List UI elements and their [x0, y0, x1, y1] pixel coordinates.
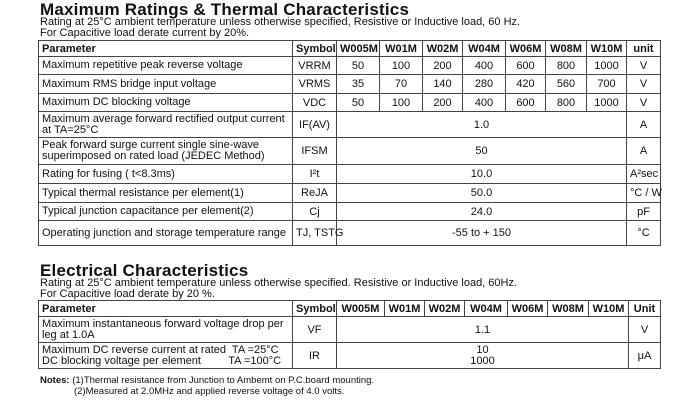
table-row: [39, 57, 661, 75]
value-cell: 400: [463, 94, 506, 112]
value-cell: 1.0: [337, 112, 627, 138]
value-cell: 24.0: [337, 203, 627, 221]
parameter-cell: Maximum DC blocking voltage: [39, 94, 293, 112]
header-w04m: W04M: [463, 41, 506, 57]
header-w04m: W04M: [465, 301, 508, 317]
notes-label: Notes:: [40, 375, 70, 386]
symbol-cell: Cj: [293, 203, 337, 221]
table-row: [39, 138, 661, 165]
symbol-cell: IR: [293, 343, 337, 369]
value-cell: -55 to + 150: [337, 221, 627, 246]
value-cell: 400: [463, 57, 506, 75]
unit-cell: pF: [627, 203, 661, 221]
value-cell: 100: [380, 94, 423, 112]
symbol-cell: VDC: [293, 94, 337, 112]
value-cell: 600: [506, 57, 546, 75]
value-cell: 280: [463, 75, 506, 94]
header-w10m: W10M: [587, 41, 627, 57]
header-parameter: Parameter: [39, 41, 293, 57]
header-w01m: W01M: [380, 41, 423, 57]
value-cell: 35: [337, 75, 380, 94]
note-1: (1)Thermal resistance from Junction to Ambemt on P.C.board mounting.: [72, 375, 375, 386]
value-cell: 50: [337, 138, 627, 165]
value-cell: 10 1000: [337, 343, 629, 369]
table-header-row: [39, 41, 661, 57]
unit-cell: V: [629, 317, 661, 343]
table-row: [39, 221, 661, 246]
value-cell: 700: [587, 75, 627, 94]
max-ratings-condition-2: For Capacitive load derate current by 20%.: [40, 27, 250, 39]
value-cell: 1000: [587, 57, 627, 75]
header-w08m: W08M: [546, 41, 587, 57]
unit-cell: A: [627, 112, 661, 138]
symbol-cell: VRRM: [293, 57, 337, 75]
value-cell: 800: [546, 57, 587, 75]
header-symbol: Symbol: [293, 41, 337, 57]
unit-cell: V: [627, 57, 661, 75]
table-row: [39, 343, 661, 369]
value-cell: 50: [337, 94, 380, 112]
header-w005m: W005M: [337, 301, 385, 317]
value-cell: 600: [506, 94, 546, 112]
value-cell: 140: [423, 75, 463, 94]
value-cell: 800: [546, 94, 587, 112]
parameter-cell: Maximum instantaneous forward voltage drop per leg at 1.0A: [39, 317, 293, 343]
table-row: [39, 94, 661, 112]
header-w02m: W02M: [423, 41, 463, 57]
value-cell: 50.0: [337, 184, 627, 203]
table-row: [39, 165, 661, 184]
parameter-cell: Maximum RMS bridge input voltage: [39, 75, 293, 94]
electrical-table: [38, 300, 661, 369]
header-parameter: Parameter: [39, 301, 293, 317]
unit-cell: °C / W: [627, 184, 661, 203]
parameter-cell: Maximum DC reverse current at rated TA =25°C DC blocking voltage per element TA =100°C: [39, 343, 293, 369]
header-w005m: W005M: [337, 41, 380, 57]
symbol-cell: ReJA: [293, 184, 337, 203]
table-row: [39, 317, 661, 343]
note-2: (2)Measured at 2.0MHz and applied reverse voltage of 4.0 volts.: [74, 386, 345, 397]
unit-cell: V: [627, 94, 661, 112]
notes: [40, 375, 374, 397]
symbol-cell: I²t: [293, 165, 337, 184]
header-w02m: W02M: [425, 301, 465, 317]
max-ratings-title: Maximum Ratings & Thermal Characteristics: [40, 0, 410, 19]
parameter-cell: Peak forward surge current single sine-wave superimposed on rated load (JEDEC Method): [39, 138, 293, 165]
header-w06m: W06M: [506, 41, 546, 57]
table-header-row: [39, 301, 661, 317]
unit-cell: V: [627, 75, 661, 94]
table-row: [39, 203, 661, 221]
unit-cell: μA: [629, 343, 661, 369]
symbol-cell: TJ, TSTG: [293, 221, 337, 246]
table-row: [39, 112, 661, 138]
header-symbol: Symbol: [293, 301, 337, 317]
header-unit: unit: [627, 41, 661, 57]
unit-cell: A²sec: [627, 165, 661, 184]
parameter-cell: Typical thermal resistance per element(1): [39, 184, 293, 203]
electrical-condition-1: Rating at 25°C ambient temperature unless otherwise specified. Resistive or Inductive load, 60Hz.: [40, 277, 518, 289]
symbol-cell: VRMS: [293, 75, 337, 94]
value-cell: 200: [423, 57, 463, 75]
value-cell: 70: [380, 75, 423, 94]
header-w06m: W06M: [508, 301, 548, 317]
unit-cell: °C: [627, 221, 661, 246]
max-ratings-condition-1: Rating at 25°C ambient temperature unless otherwise specified, Resistive or Inductive load, 60 Hz.: [40, 16, 521, 28]
max-ratings-table: [38, 40, 661, 246]
parameter-cell: Maximum repetitive peak reverse voltage: [39, 57, 293, 75]
parameter-cell: Rating for fusing ( t<8.3ms): [39, 165, 293, 184]
value-cell: 1.1: [337, 317, 629, 343]
header-w01m: W01M: [385, 301, 425, 317]
symbol-cell: IF(AV): [293, 112, 337, 138]
parameter-cell: Typical junction capacitance per element(2): [39, 203, 293, 221]
header-unit: Unit: [629, 301, 661, 317]
table-row: [39, 75, 661, 94]
symbol-cell: IFSM: [293, 138, 337, 165]
parameter-cell: Operating junction and storage temperature range: [39, 221, 293, 246]
value-cell: 100: [380, 57, 423, 75]
header-w08m: W08M: [548, 301, 589, 317]
value-cell: 50: [337, 57, 380, 75]
header-w10m: W10M: [589, 301, 629, 317]
value-cell: 560: [546, 75, 587, 94]
value-cell: 10.0: [337, 165, 627, 184]
value-cell: 200: [423, 94, 463, 112]
unit-cell: A: [627, 138, 661, 165]
table-row: [39, 184, 661, 203]
parameter-cell: Maximum average forward rectified output current at TA=25°C: [39, 112, 293, 138]
electrical-condition-2: For Capacitive load derate by 20 %.: [40, 288, 215, 300]
electrical-title: Electrical Characteristics: [40, 261, 249, 280]
value-cell: 1000: [587, 94, 627, 112]
value-cell: 420: [506, 75, 546, 94]
symbol-cell: VF: [293, 317, 337, 343]
